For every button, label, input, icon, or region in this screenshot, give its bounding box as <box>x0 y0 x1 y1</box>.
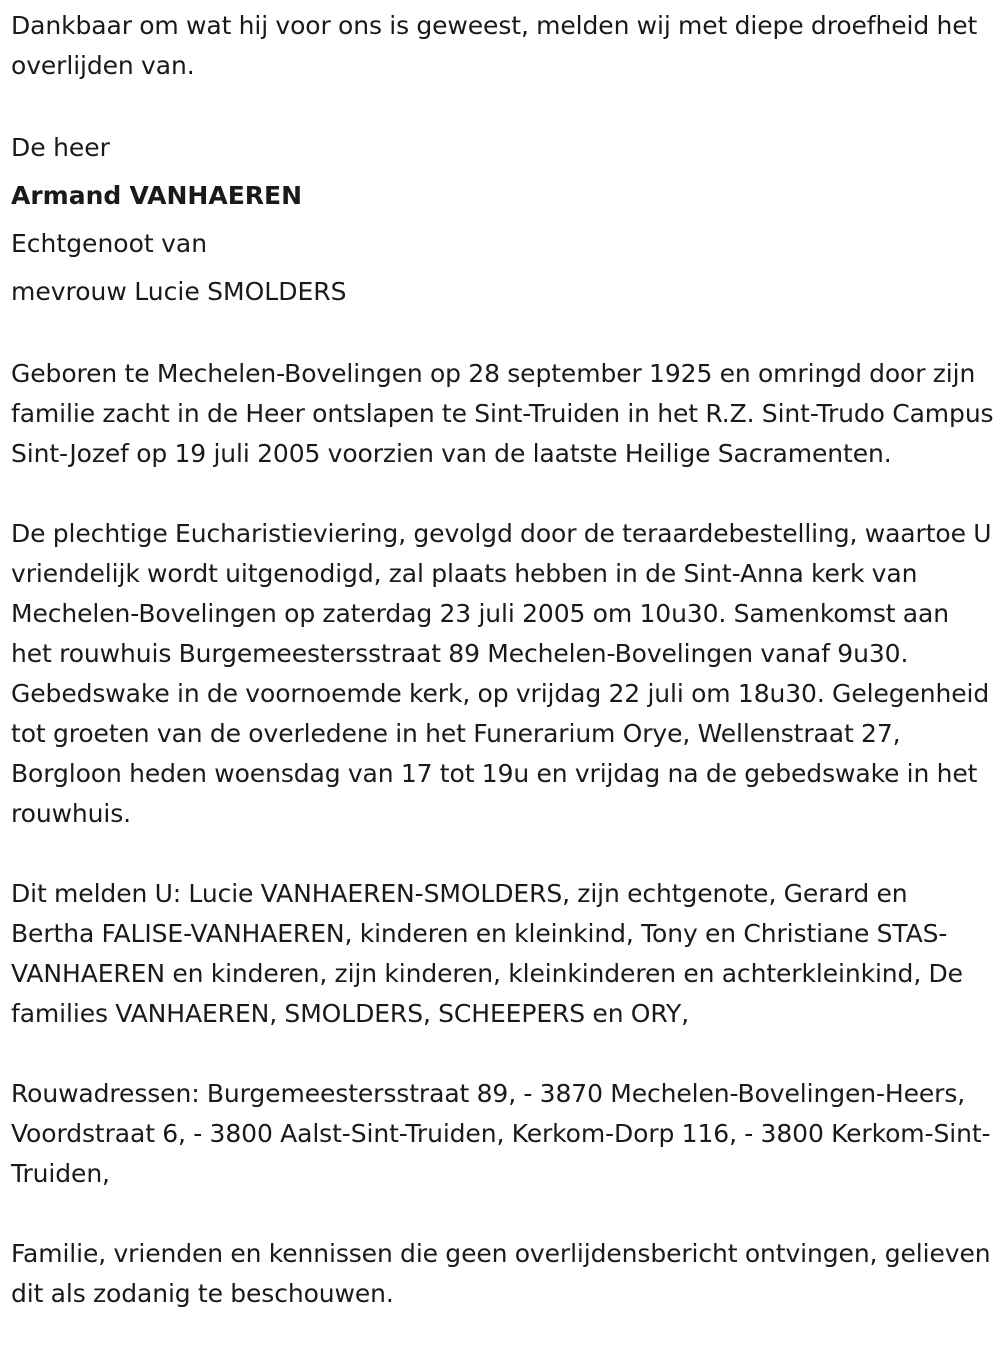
spacer <box>11 834 996 874</box>
spacer <box>11 86 996 124</box>
ceremony-paragraph: De plechtige Eucharistieviering, gevolgd door de teraardebestelling, waartoe U vriendelijk wordt uitgenodigd, zal plaats hebben in de Sint-Anna kerk van Mechelen-Bovelingen op zaterdag 23 juli 2005 om 10u30. Samenkomst aan het rouwhuis Burgemeestersstraat 89 Mechelen-Bovelingen vanaf 9u30. Gebedswake in de voornoemde kerk, op vrijdag 22 juli om 18u30. Gelegenheid tot groeten van de overledene in het Funerarium Orye, Wellenstraat 27, Borgloon heden woensdag van 17 tot 19u en vrijdag na de gebedswake in het rouwhuis. <box>11 519 992 828</box>
death-notice <box>11 6 996 1314</box>
closing-paragraph: Familie, vrienden en kennissen die geen overlijdensbericht ontvingen, gelieven dit als zodanig te beschouwen. <box>11 1239 991 1308</box>
spouse-label: Echtgenoot van <box>11 229 208 258</box>
spacer <box>11 1194 996 1234</box>
salutation: De heer <box>11 133 110 162</box>
spouse-name: mevrouw Lucie SMOLDERS <box>11 277 347 306</box>
intro-paragraph: Dankbaar om wat hij voor ons is geweest, melden wij met diepe droefheid het overlijden van. <box>11 11 978 80</box>
spacer <box>11 474 996 514</box>
spacer <box>11 316 996 354</box>
deceased-name: Armand VANHAEREN <box>11 181 303 210</box>
spacer <box>11 1034 996 1074</box>
birth-death-paragraph: Geboren te Mechelen-Bovelingen op 28 september 1925 en omringd door zijn familie zacht in de Heer ontslapen te Sint-Truiden in het R.Z. Sint-Trudo Campus Sint-Jozef op 19 juli 2005 voorzien van de laatste Heilige Sacramenten. <box>11 359 994 468</box>
family-paragraph: Dit melden U: Lucie VANHAEREN-SMOLDERS, zijn echtgenote, Gerard en Bertha FALISE-VANHAEREN, kinderen en kleinkind, Tony en Christiane STAS-VANHAEREN en kinderen, zijn kinderen, kleinkinderen en achterkleinkind, De families VANHAEREN, SMOLDERS, SCHEEPERS en ORY, <box>11 879 963 1028</box>
addresses-paragraph: Rouwadressen: Burgemeestersstraat 89, - 3870 Mechelen-Bovelingen-Heers, Voordstraat 6, - 3800 Aalst-Sint-Truiden, Kerkom-Dorp 116, - 3800 Kerkom-Sint-Truiden, <box>11 1079 991 1188</box>
